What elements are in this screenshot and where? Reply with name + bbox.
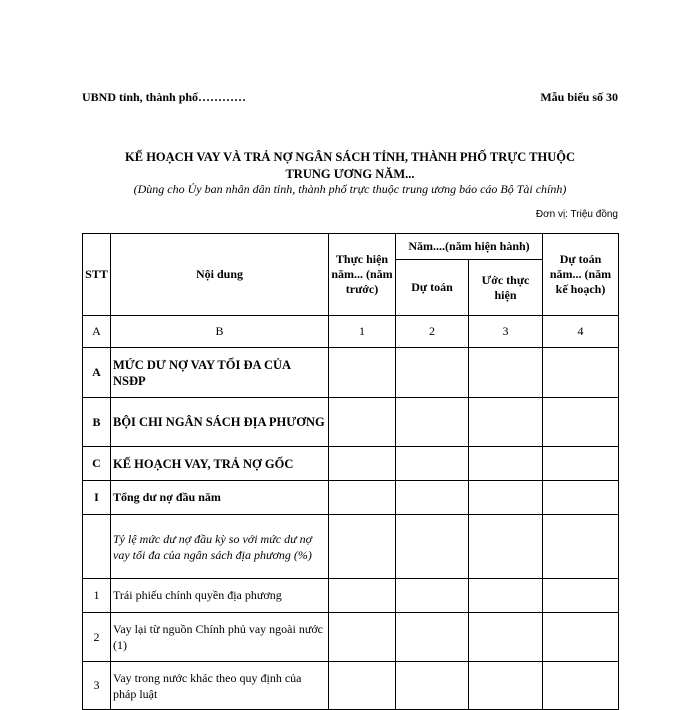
plan-table — [82, 233, 619, 710]
document-header — [82, 90, 618, 105]
table-row — [83, 662, 619, 710]
value-cell — [396, 662, 469, 710]
document-title — [82, 149, 618, 183]
value-cell — [543, 515, 619, 579]
title-line-2: TRUNG ƯƠNG NĂM... — [285, 167, 415, 181]
title-line-1: KẾ HOẠCH VAY VÀ TRẢ NỢ NGÂN SÁCH TỈNH, THÀNH PHỐ TRỰC THUỘC — [125, 150, 575, 164]
header-row-1 — [83, 234, 619, 260]
value-cell — [543, 662, 619, 710]
row-content: KẾ HOẠCH VAY, TRẢ NỢ GỐC — [111, 447, 329, 481]
form-number: Mẫu biểu số 30 — [540, 90, 618, 104]
value-cell — [329, 398, 396, 447]
table-row — [83, 481, 619, 515]
row-content: BỘI CHI NGÂN SÁCH ĐỊA PHƯƠNG — [111, 398, 329, 447]
row-content: Tổng dư nợ đầu năm — [111, 481, 329, 515]
col-expected: Ước thực hiện — [469, 260, 543, 316]
unit-label: Đơn vị: Triệu đồng — [535, 209, 618, 220]
value-cell — [396, 481, 469, 515]
row-stt: B — [83, 398, 111, 447]
value-cell — [543, 579, 619, 613]
table-row — [83, 447, 619, 481]
value-cell — [469, 447, 543, 481]
row-stt: I — [83, 481, 111, 515]
document-subtitle: (Dùng cho Ủy ban nhân dân tỉnh, thành phố trực thuộc trung ương báo cáo Bộ Tài chính) — [133, 182, 567, 196]
col-content: Nội dung — [111, 234, 329, 316]
row-stt: 3 — [83, 662, 111, 710]
table-row — [83, 515, 619, 579]
table-row — [83, 398, 619, 447]
value-cell — [329, 447, 396, 481]
value-cell — [543, 348, 619, 398]
row-stt — [83, 515, 111, 579]
row-content: Vay lại từ nguồn Chính phủ vay ngoài nước (1) — [111, 613, 329, 662]
index-cell: 2 — [396, 316, 469, 348]
value-cell — [469, 579, 543, 613]
index-cell: B — [111, 316, 329, 348]
row-content: Trái phiếu chính quyền địa phương — [111, 579, 329, 613]
value-cell — [329, 662, 396, 710]
col-plan-estimate: Dự toán năm... (năm kế hoạch) — [543, 234, 619, 316]
row-stt: A — [83, 348, 111, 398]
value-cell — [396, 398, 469, 447]
row-content: Tỷ lệ mức dư nợ đầu kỳ so với mức dư nợ vay tối đa của ngân sách địa phương (%) — [111, 515, 329, 579]
value-cell — [469, 398, 543, 447]
col-stt: STT — [83, 234, 111, 316]
row-content: Vay trong nước khác theo quy định của pháp luật — [111, 662, 329, 710]
row-stt: 1 — [83, 579, 111, 613]
value-cell — [329, 579, 396, 613]
value-cell — [469, 515, 543, 579]
value-cell — [396, 515, 469, 579]
value-cell — [329, 613, 396, 662]
index-cell: A — [83, 316, 111, 348]
value-cell — [543, 398, 619, 447]
table-row — [83, 613, 619, 662]
row-stt: C — [83, 447, 111, 481]
value-cell — [543, 447, 619, 481]
index-cell: 3 — [469, 316, 543, 348]
row-content: MỨC DƯ NỢ VAY TỐI ĐA CỦA NSĐP — [111, 348, 329, 398]
col-estimate: Dự toán — [396, 260, 469, 316]
value-cell — [543, 613, 619, 662]
value-cell — [469, 481, 543, 515]
value-cell — [396, 348, 469, 398]
value-cell — [329, 481, 396, 515]
value-cell — [543, 481, 619, 515]
index-row — [83, 316, 619, 348]
value-cell — [396, 447, 469, 481]
value-cell — [469, 348, 543, 398]
table-row — [83, 348, 619, 398]
table-row — [83, 579, 619, 613]
value-cell — [469, 662, 543, 710]
value-cell — [329, 348, 396, 398]
index-cell: 1 — [329, 316, 396, 348]
col-current-year: Năm....(năm hiện hành) — [396, 234, 543, 260]
issuer-label: UBND tỉnh, thành phố………… — [82, 90, 247, 104]
col-prev-actual: Thực hiện năm... (năm trước) — [329, 234, 396, 316]
index-cell: 4 — [543, 316, 619, 348]
value-cell — [396, 613, 469, 662]
value-cell — [396, 579, 469, 613]
value-cell — [469, 613, 543, 662]
row-stt: 2 — [83, 613, 111, 662]
value-cell — [329, 515, 396, 579]
